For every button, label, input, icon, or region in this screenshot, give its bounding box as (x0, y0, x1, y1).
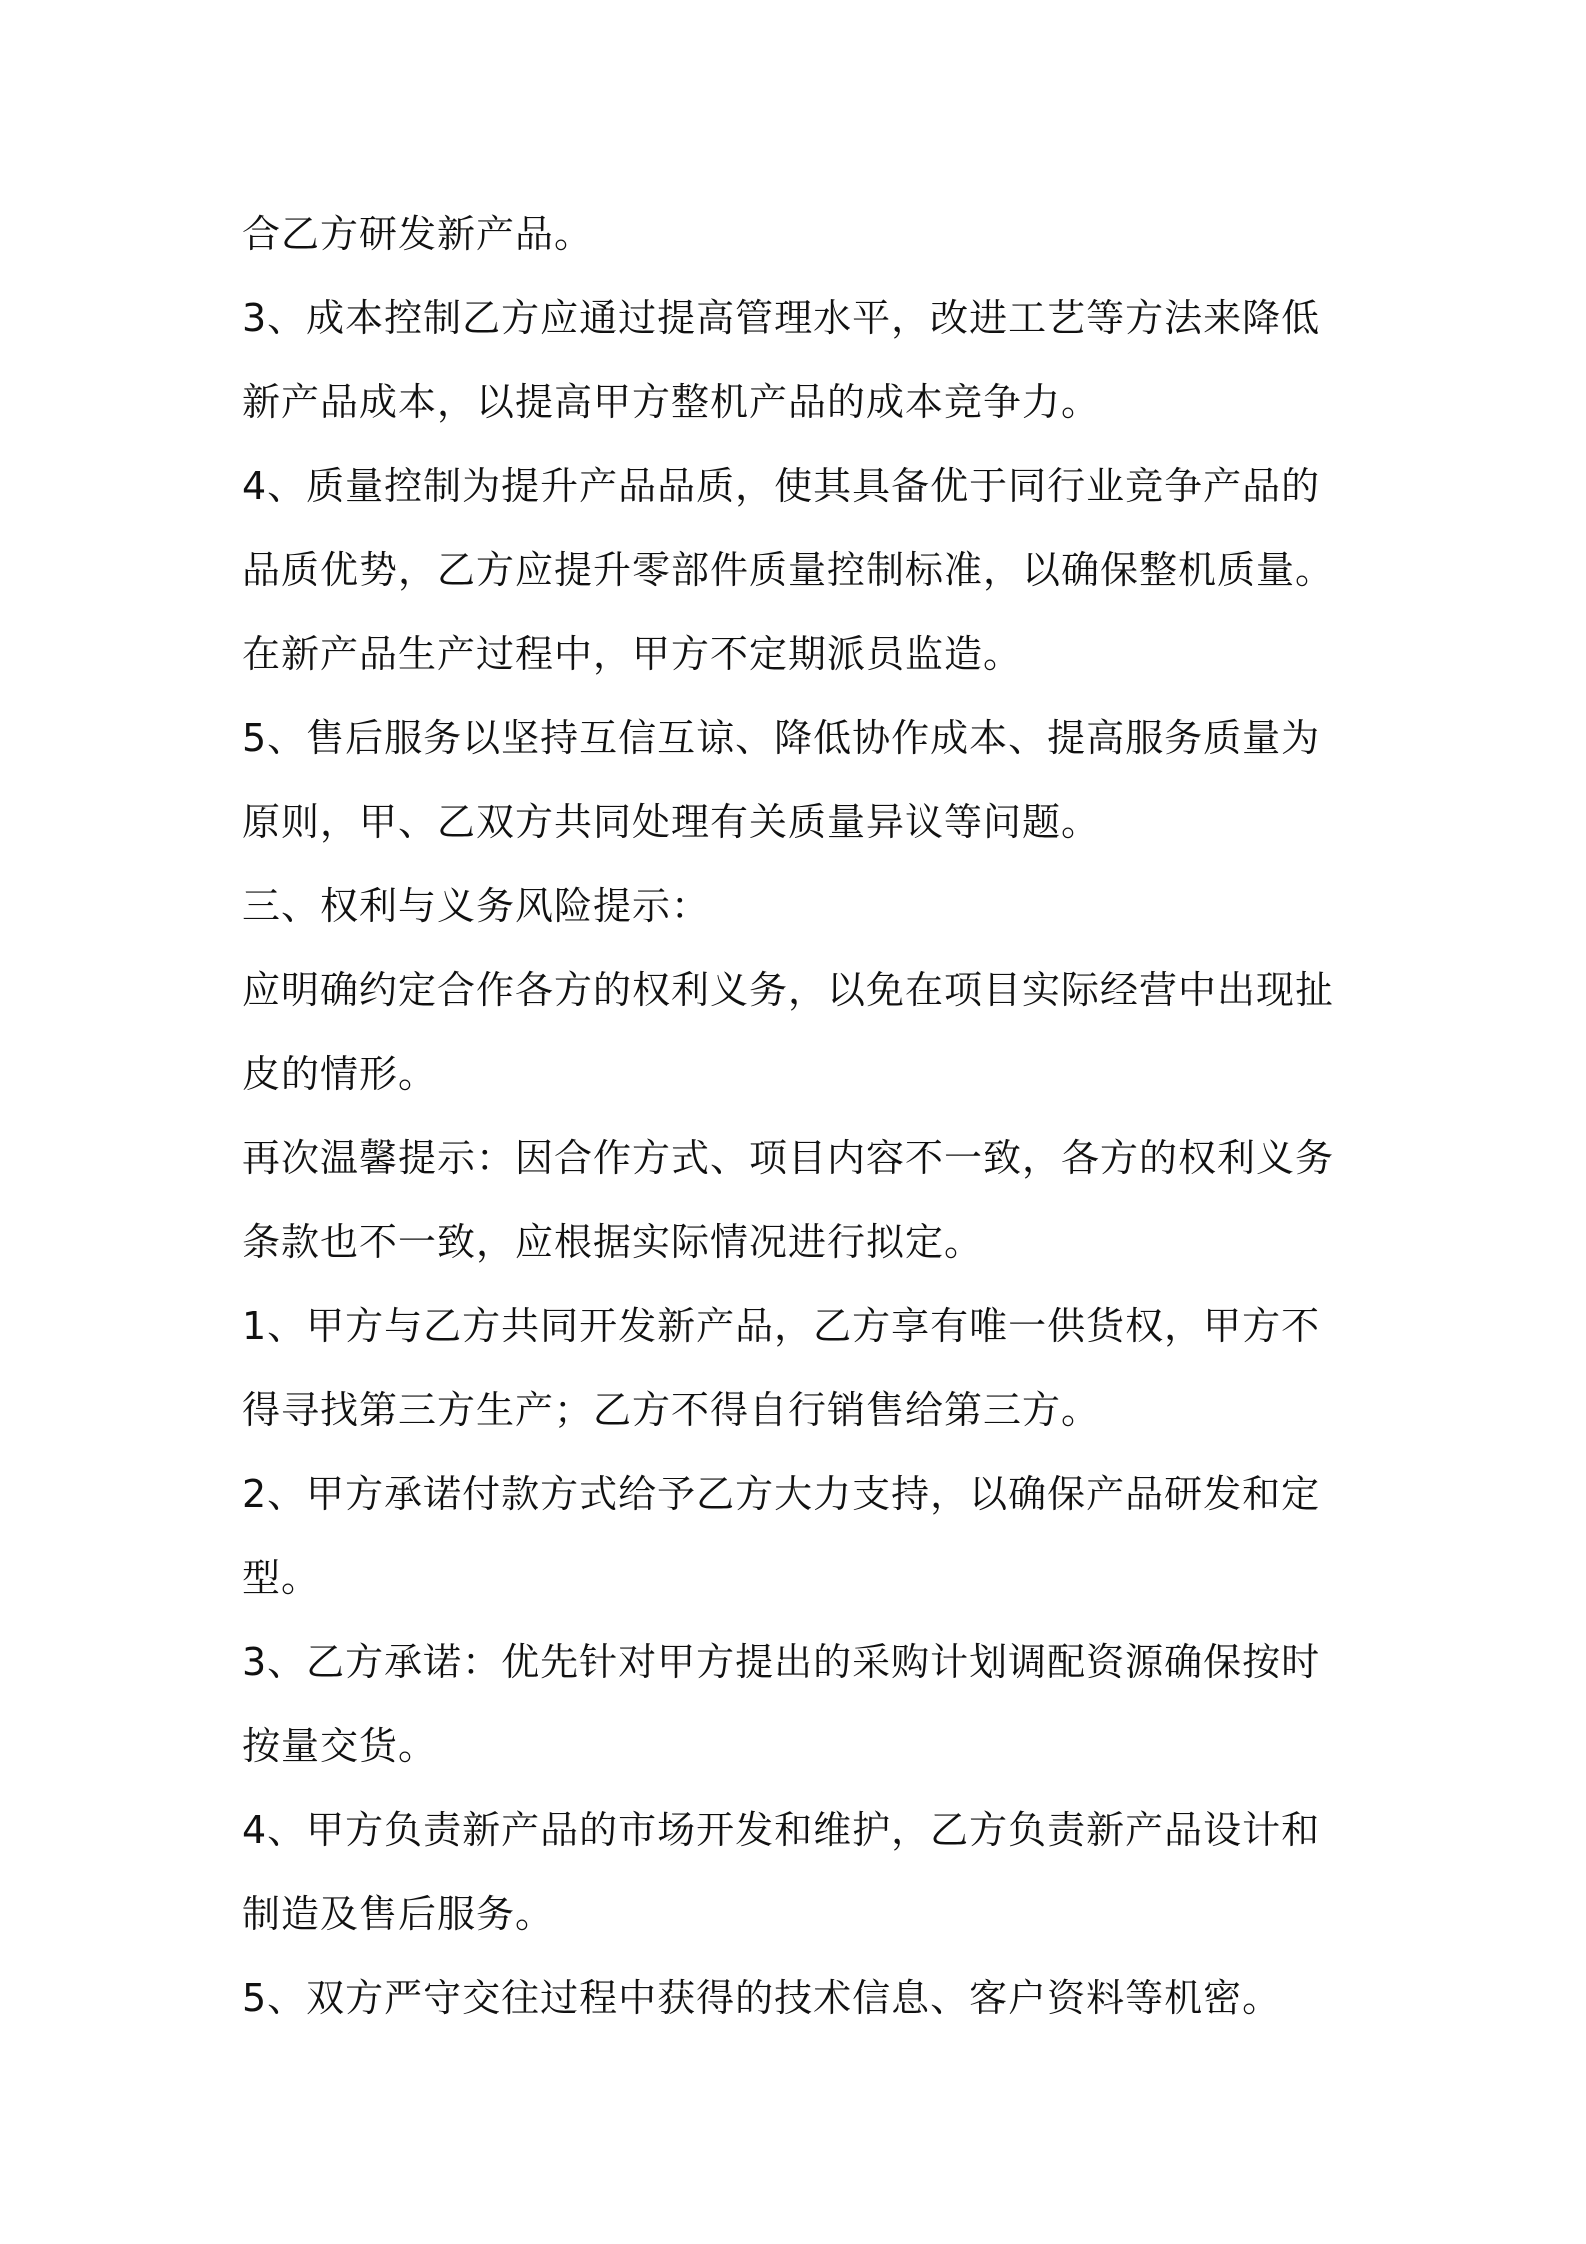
text-line-22: 5、双方严守交往过程中获得的技术信息、客户资料等机密。 (242, 1976, 1282, 2020)
text-line-07: 5、售后服务以坚持互信互谅、降低协作成本、提高服务质量为 (242, 716, 1321, 760)
text-line-12: 再次温馨提示：因合作方式、项目内容不一致，各方的权利义务 (242, 1136, 1335, 1180)
text-line-14: 1、甲方与乙方共同开发新产品，乙方享有唯一供货权，甲方不 (242, 1304, 1321, 1348)
text-line-04: 4、质量控制为提升产品品质，使其具备优于同行业竞争产品的 (242, 464, 1321, 508)
text-line-11: 皮的情形。 (242, 1052, 438, 1096)
text-line-13: 条款也不一致，应根据实际情况进行拟定。 (242, 1220, 984, 1264)
text-line-15: 得寻找第三方生产；乙方不得自行销售给第三方。 (242, 1388, 1101, 1432)
text-line-19: 按量交货。 (242, 1724, 438, 1768)
document-body (242, 192, 1362, 2040)
text-line-06: 在新产品生产过程中，甲方不定期派员监造。 (242, 632, 1023, 676)
text-line-10: 应明确约定合作各方的权利义务，以免在项目实际经营中出现扯 (242, 968, 1335, 1012)
text-line-16: 2、甲方承诺付款方式给予乙方大力支持，以确保产品研发和定 (242, 1472, 1321, 1516)
text-line-08: 原则，甲、乙双方共同处理有关质量异议等问题。 (242, 800, 1101, 844)
text-line-21: 制造及售后服务。 (242, 1892, 555, 1936)
text-line-18: 3、乙方承诺：优先针对甲方提出的采购计划调配资源确保按时 (242, 1640, 1321, 1684)
text-line-05: 品质优势，乙方应提升零部件质量控制标准，以确保整机质量。 (242, 548, 1335, 592)
text-line-01: 合乙方研发新产品。 (242, 212, 594, 256)
section-heading: 三、权利与义务风险提示： (242, 884, 711, 928)
text-line-17: 型。 (242, 1556, 321, 1600)
text-line-20: 4、甲方负责新产品的市场开发和维护，乙方负责新产品设计和 (242, 1808, 1321, 1852)
text-line-03: 新产品成本，以提高甲方整机产品的成本竞争力。 (242, 380, 1101, 424)
text-line-02: 3、成本控制乙方应通过提高管理水平，改进工艺等方法来降低 (242, 296, 1321, 340)
